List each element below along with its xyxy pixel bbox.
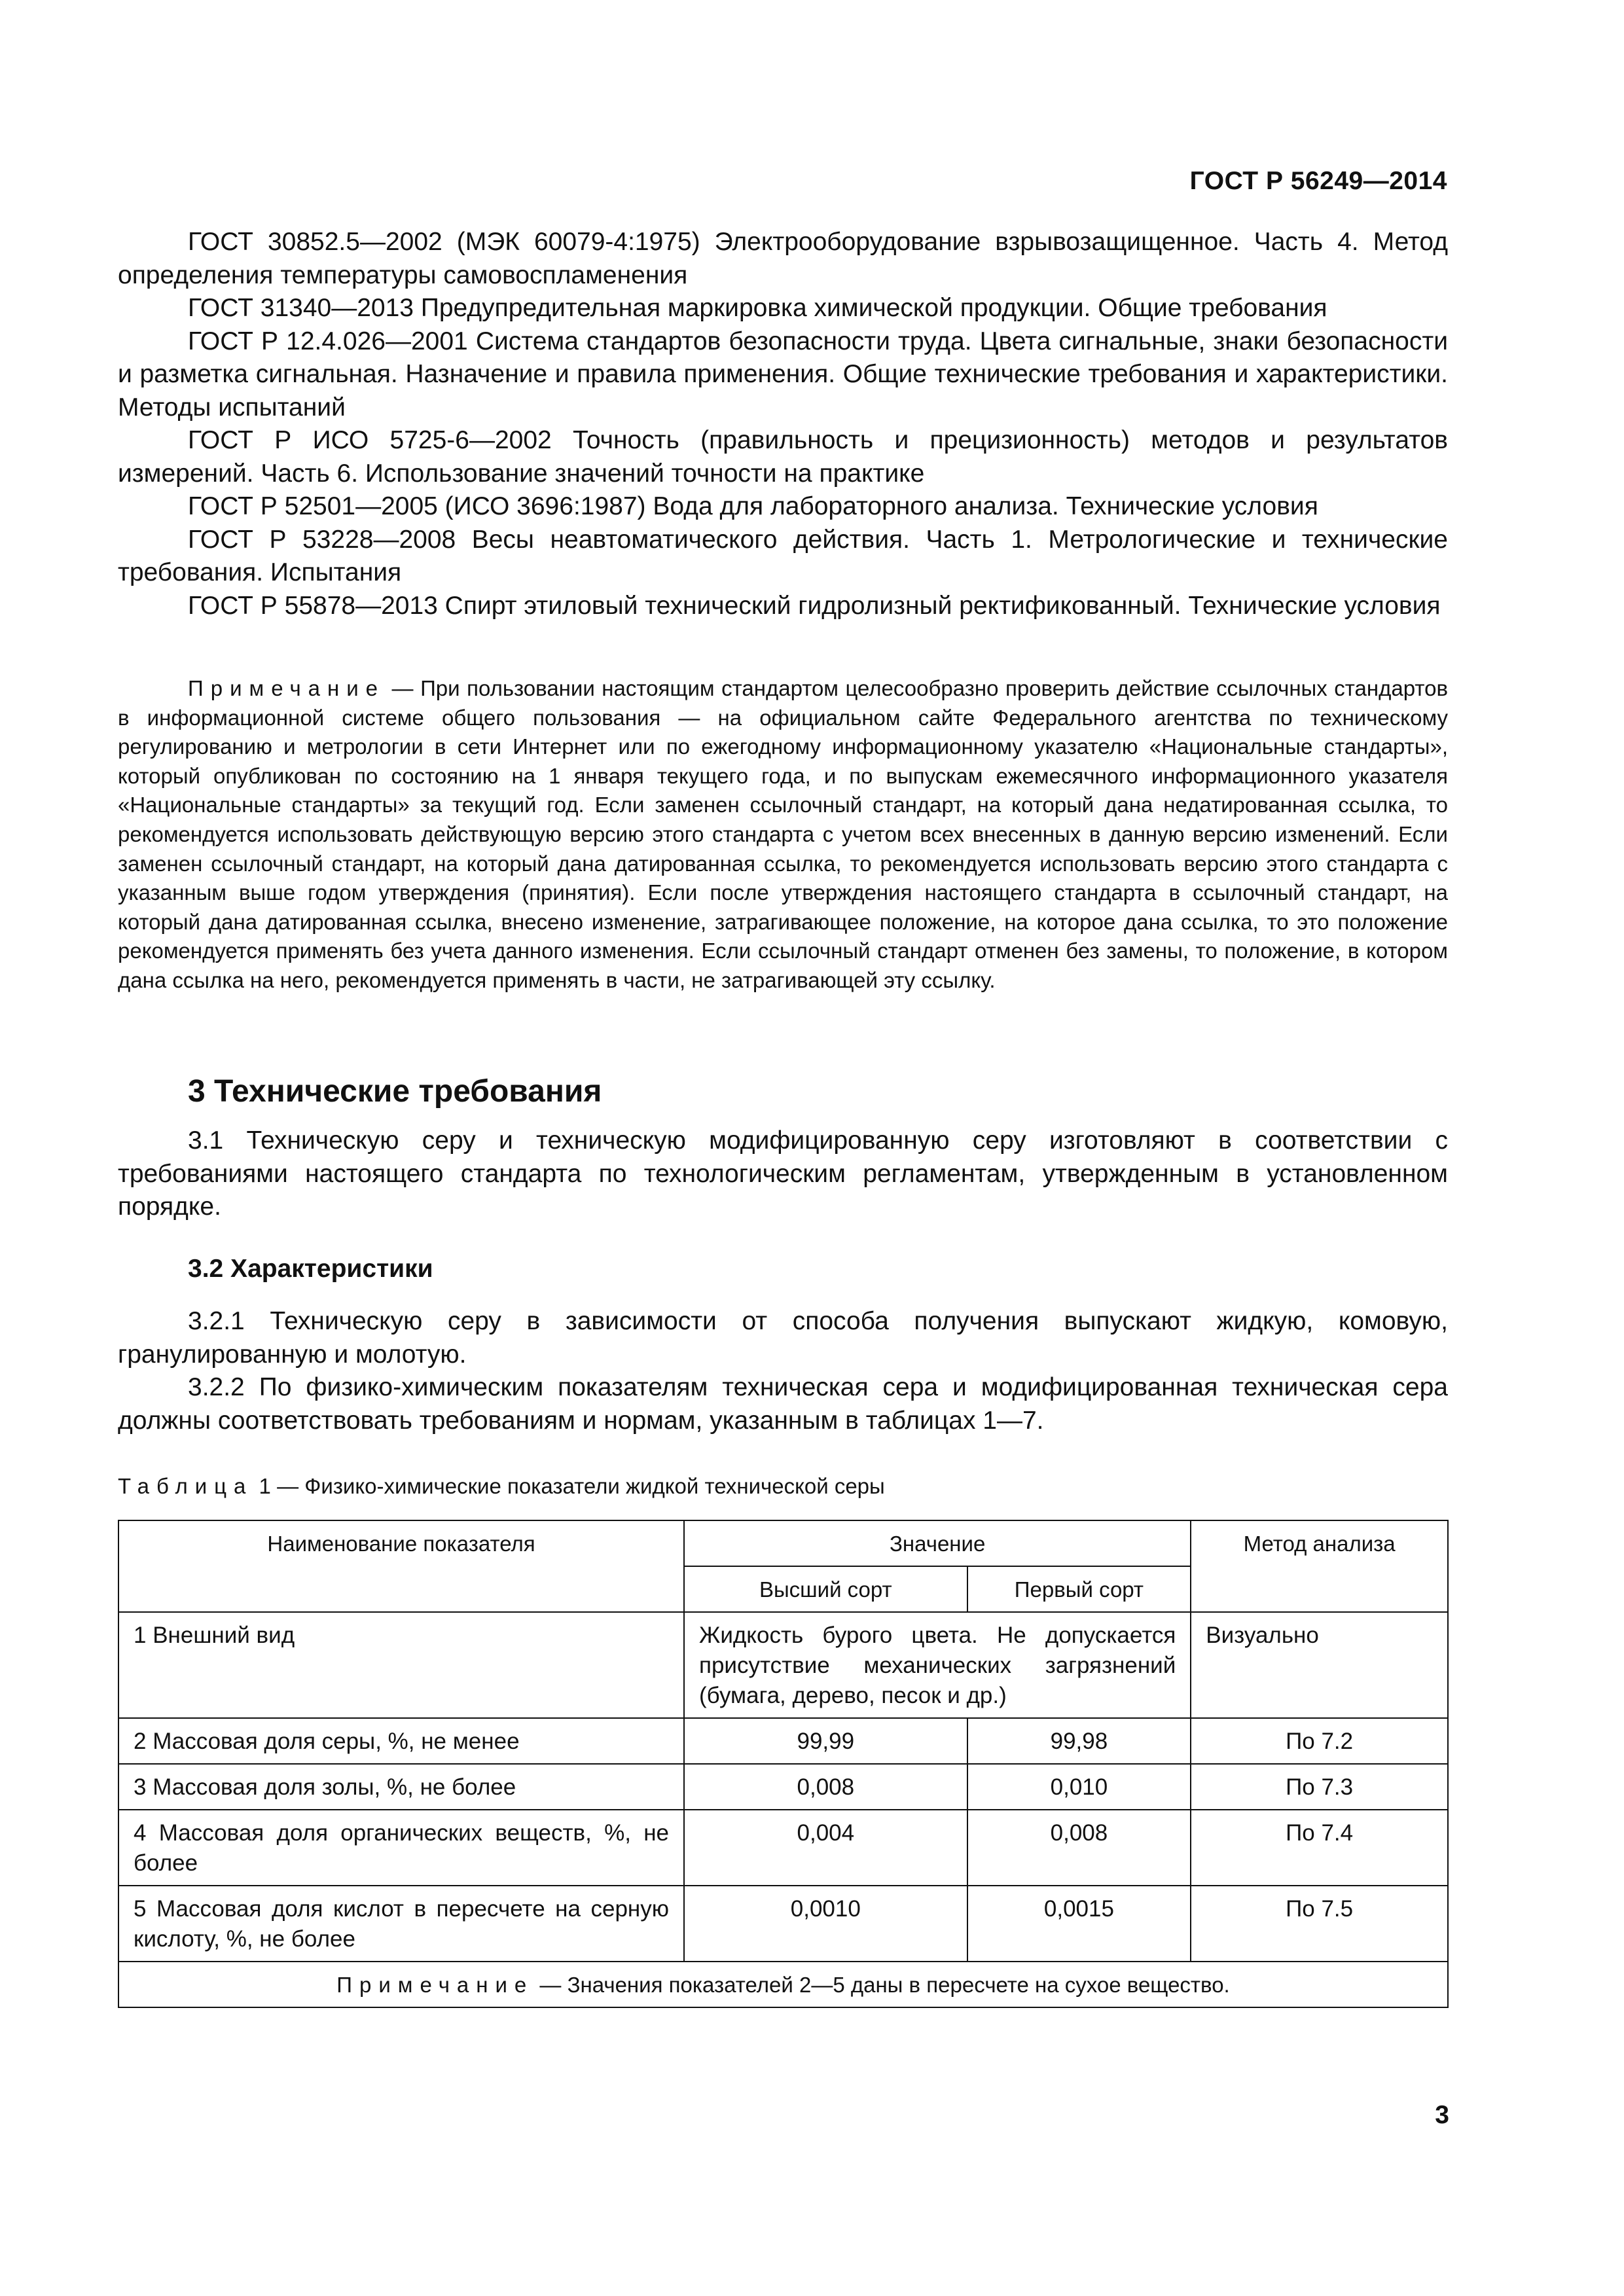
- cell-name: 1 Внешний вид: [118, 1612, 684, 1718]
- header-first-grade: Первый сорт: [967, 1566, 1191, 1612]
- subsection-title: 3.2 Характеристики: [188, 1255, 433, 1283]
- cell-name: 4 Массовая доля органических веществ, %, не более: [118, 1810, 684, 1886]
- cell-name: 3 Массовая доля золы, %, не более: [118, 1764, 684, 1810]
- paragraph-3-2-2: 3.2.2 По физико-химическим показателям техническая сера и модифицированная техническая сера должны соответствовать требованиям и нормам, указанным в таблицах 1—7.: [118, 1373, 1448, 1435]
- table-note-label: Примечание: [336, 1973, 534, 1997]
- table-note: [118, 1962, 1448, 2007]
- sulfur-properties-table: [118, 1520, 1449, 2008]
- note-label: Примечание: [188, 676, 386, 700]
- reference-item: ГОСТ 30852.5—2002 (МЭК 60079-4:1975) Электрооборудование взрывозащищенное. Часть 4. Метод определения температуры самовоспламенения: [118, 228, 1448, 289]
- reference-item: ГОСТ Р 52501—2005 (ИСО 3696:1987) Вода для лабораторного анализа. Технические условия: [188, 492, 1318, 520]
- cell-merged-value: Жидкость бурого цвета. Не допускается присутствие механических загрязнений (бумага, дерево, песок и др.): [684, 1612, 1191, 1718]
- cell-method: По 7.3: [1191, 1764, 1448, 1810]
- cell-method: По 7.4: [1191, 1810, 1448, 1886]
- cell-method: Визуально: [1191, 1612, 1448, 1718]
- cell-top-grade: 0,008: [684, 1764, 967, 1810]
- table-row: [118, 1810, 1448, 1886]
- table-header-row: [118, 1520, 1448, 1566]
- reference-item: ГОСТ Р 53228—2008 Весы неавтоматического действия. Часть 1. Метрологические и технические требования. Испытания: [118, 525, 1448, 586]
- header-name: Наименование показателя: [118, 1520, 684, 1612]
- cell-name: 5 Массовая доля кислот в пересчете на серную кислоту, %, не более: [118, 1886, 684, 1962]
- note-text: — При пользовании настоящим стандартом целесообразно проверить действие ссылочных стандартов в информационной системе общего пользования — на официальном сайте Федерального агентства по техническому регулированию и метрологии в сети Интернет или по ежегодному информационному указателю «Национальные стандарты», который опубликован по состоянию на 1 января текущего года, и по выпускам ежемесячного информационного указателя «Национальные стандарты» за текущий год. Если заменен ссылочный стандарт, на который дана недатированная ссылка, то рекомендуется использовать действующую версию этого стандарта с учетом всех внесенных в данную версию изменений. Если заменен ссылочный стандарт, на который дана датированная ссылка, то рекомендуется использовать версию этого стандарта с указанным выше годом утверждения (принятия). Если после утверждения настоящего стандарта в ссылочный стандарт, на который дана датированная ссылка, внесено изменение, затрагивающее положение, на которое дана ссылка, то это положение рекомендуется применять без учета данного изменения. Если ссылочный стандарт отменен без замены, то положение, в котором дана ссылка на него, рекомендуется применять в части, не затрагивающей эту ссылку.: [118, 676, 1448, 992]
- cell-first-grade: 0,0015: [967, 1886, 1191, 1962]
- cell-top-grade: 0,004: [684, 1810, 967, 1886]
- cell-first-grade: 99,98: [967, 1718, 1191, 1764]
- section-title: 3 Технические требования: [188, 1074, 602, 1109]
- cell-method: По 7.2: [1191, 1718, 1448, 1764]
- table-caption-label: Таблица: [118, 1474, 253, 1498]
- standard-code-header: ГОСТ Р 56249—2014: [1189, 167, 1447, 195]
- reference-item: ГОСТ Р ИСО 5725-6—2002 Точность (правильность и прецизионность) методов и результатов измерений. Часть 6. Использование значений точности на практике: [118, 426, 1448, 488]
- table-row: [118, 1764, 1448, 1810]
- header-value: Значение: [684, 1520, 1191, 1566]
- table-caption: [118, 1474, 885, 1499]
- table-caption-text: 1 — Физико-химические показатели жидкой технической серы: [253, 1474, 885, 1498]
- table-note-text: — Значения показателей 2—5 даны в пересчете на сухое вещество.: [533, 1973, 1230, 1997]
- paragraph-3-2-1: 3.2.1 Техническую серу в зависимости от способа получения выпускают жидкую, комовую, гранулированную и молотую.: [118, 1307, 1448, 1369]
- references-note: [118, 674, 1448, 996]
- cell-name: 2 Массовая доля серы, %, не менее: [118, 1718, 684, 1764]
- paragraphs-3-2: [118, 1305, 1448, 1437]
- cell-first-grade: 0,010: [967, 1764, 1191, 1810]
- page-number: 3: [1435, 2101, 1449, 2129]
- normative-references-list: [118, 226, 1448, 622]
- cell-top-grade: 99,99: [684, 1718, 967, 1764]
- reference-item: ГОСТ 31340—2013 Предупредительная маркировка химической продукции. Общие требования: [188, 294, 1327, 322]
- table-row: [118, 1718, 1448, 1764]
- reference-item: ГОСТ Р 55878—2013 Спирт этиловый технический гидролизный ректификованный. Технические условия: [188, 591, 1441, 620]
- table-row: [118, 1612, 1448, 1718]
- header-top-grade: Высший сорт: [684, 1566, 967, 1612]
- header-method: Метод анализа: [1191, 1520, 1448, 1612]
- cell-method: По 7.5: [1191, 1886, 1448, 1962]
- reference-item: ГОСТ Р 12.4.026—2001 Система стандартов безопасности труда. Цвета сигнальные, знаки безопасности и разметка сигнальная. Назначение и правила применения. Общие технические требования и характеристики. Методы испытаний: [118, 327, 1448, 422]
- table-row: [118, 1886, 1448, 1962]
- cell-first-grade: 0,008: [967, 1810, 1191, 1886]
- table-note-row: [118, 1962, 1448, 2007]
- cell-top-grade: 0,0010: [684, 1886, 967, 1962]
- paragraph-3-1: 3.1 Техническую серу и техническую модифицированную серу изготовляют в соответствии с требованиями настоящего стандарта по технологическим регламентам, утвержденным в установленном порядке.: [118, 1126, 1448, 1221]
